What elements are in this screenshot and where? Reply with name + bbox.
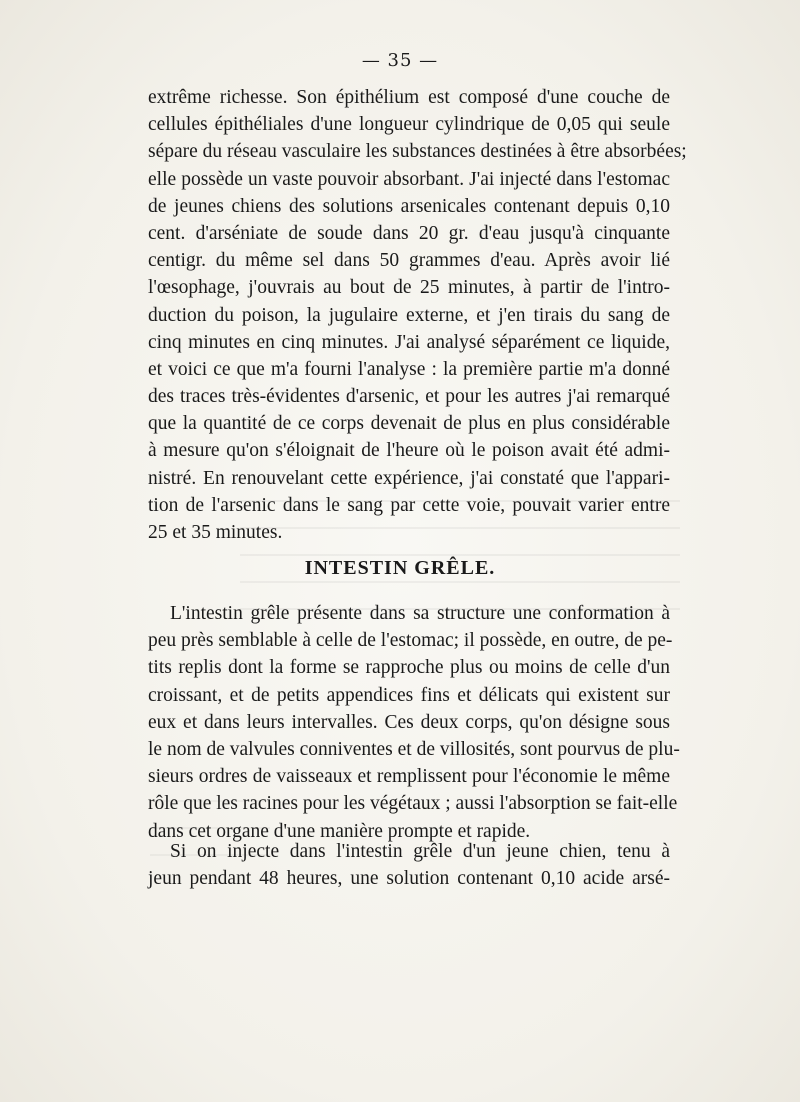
section-title: INTESTIN GRÊLE. — [304, 557, 496, 579]
text-line: rôle que les racines pour les végétaux ; aussi l'absorption se fait-elle — [148, 793, 678, 815]
paragraph-injection — [148, 838, 670, 892]
text-line: l'œsophage, j'ouvrais au bout de 25 minutes, à partir de l'intro- — [148, 277, 670, 299]
text-line: cellules épithéliales d'une longueur cylindrique de 0,05 qui seule — [148, 114, 670, 136]
text-line: duction du poison, la jugulaire externe, et j'en tirais du sang de — [148, 304, 670, 326]
text-line: 25 et 35 minutes. — [148, 522, 283, 543]
paragraph-estomac — [148, 84, 687, 546]
text-line: eux et dans leurs intervalles. Ces deux corps, qu'on désigne sous — [148, 711, 670, 733]
text-line: tits replis dont la forme se rapproche plus ou moins de celle d'un — [148, 657, 670, 679]
text-line: que la quantité de ce corps devenait de plus en plus considérable — [148, 413, 670, 435]
text-line: sieurs ordres de vaisseaux et remplissent pour l'économie le même — [148, 766, 670, 788]
text-line: de jeunes chiens des solutions arsenicales contenant depuis 0,10 — [148, 195, 670, 217]
text-line: croissant, et de petits appendices fins et délicats qui existent sur — [148, 684, 670, 706]
text-line: nistré. En renouvelant cette expérience, j'ai constaté que l'appari- — [148, 467, 670, 489]
text-line: L'intestin grêle présente dans sa structure une conformation à — [170, 603, 670, 624]
text-line: et voici ce que m'a fourni l'analyse : la première partie m'a donné — [148, 358, 670, 380]
text-line: sépare du réseau vasculaire les substances destinées à être absorbées; — [148, 141, 687, 163]
text-line: tion de l'arsenic dans le sang par cette voie, pouvait varier entre — [148, 494, 670, 516]
text-line: peu près semblable à celle de l'estomac; il possède, en outre, de pe- — [148, 630, 673, 652]
text-line: dans cet organe d'une manière prompte et rapide. — [148, 820, 531, 842]
text-line: à mesure qu'on s'éloignait de l'heure où le poison avait été admi- — [148, 440, 670, 462]
paragraph-intestin — [148, 600, 680, 845]
text-line: Si on injecte dans l'intestin grêle d'un jeune chien, tenu à — [170, 841, 670, 862]
text-line: centigr. du même sel dans 50 grammes d'eau. Après avoir lié — [148, 250, 670, 272]
text-line: elle possède un vaste pouvoir absorbant. J'ai injecté dans l'estomac — [148, 168, 670, 190]
text-line: jeun pendant 48 heures, une solution contenant 0,10 acide arsé- — [148, 868, 670, 890]
text-line: des traces très-évidentes d'arsenic, et pour les autres j'ai remarqué — [148, 386, 670, 408]
text-line: extrême richesse. Son épithélium est composé d'une couche de — [148, 87, 670, 108]
text-line: cinq minutes en cinq minutes. J'ai analysé séparément ce liquide, — [148, 331, 670, 353]
text-line: cent. d'arséniate de soude dans 20 gr. d'eau jusqu'à cinquante — [148, 222, 670, 244]
text-line: le nom de valvules conniventes et de villosités, sont pourvus de plu- — [148, 738, 680, 760]
page-number-header: — 35 — — [361, 50, 439, 71]
